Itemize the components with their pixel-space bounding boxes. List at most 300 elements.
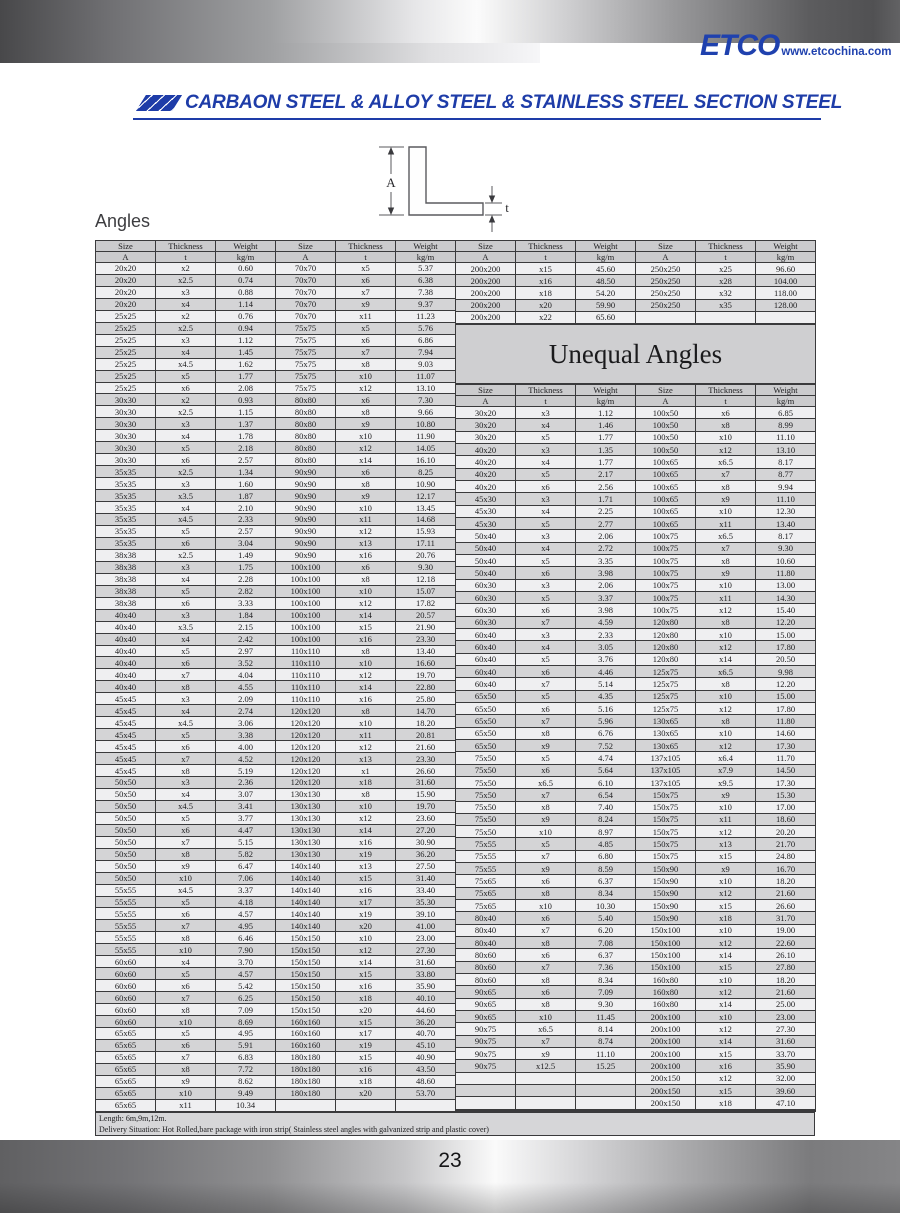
table-cell: 80x60 [456, 974, 516, 986]
table-cell: x15 [336, 872, 396, 884]
table-row [96, 741, 456, 753]
table-cell: x15 [696, 1048, 756, 1060]
table-row [96, 585, 456, 597]
table-cell: 27.50 [396, 860, 456, 872]
table-row [456, 863, 816, 875]
table-cell: 2.18 [216, 442, 276, 454]
table-cell: x6 [156, 824, 216, 836]
table-cell: x14 [696, 653, 756, 665]
table-cell: x6.5 [696, 530, 756, 542]
table-cell: 59.90 [576, 299, 636, 311]
table-cell: 35x35 [96, 502, 156, 514]
table-cell: 35.30 [396, 896, 456, 908]
table-cell: 2.25 [576, 505, 636, 517]
table-cell: x9 [156, 1075, 216, 1087]
table-row [96, 430, 456, 442]
table-cell: 7.72 [216, 1063, 276, 1075]
table-cell: x3 [156, 776, 216, 788]
table-cell: 25x25 [96, 322, 156, 334]
table-row [96, 860, 456, 872]
table-cell: x11 [336, 729, 396, 741]
table-cell: 50x50 [96, 860, 156, 872]
table-cell: 14.60 [756, 727, 816, 739]
table-cell: x14 [696, 998, 756, 1010]
header-cell: Weight [576, 241, 636, 252]
table-cell: 160x160 [276, 1016, 336, 1028]
table-cell: 1.12 [576, 407, 636, 419]
table-cell: 100x65 [636, 505, 696, 517]
table-cell: 3.52 [216, 657, 276, 669]
table-cell: 150x75 [636, 826, 696, 838]
table-cell: x6 [156, 454, 216, 466]
table-cell: 128.00 [756, 299, 816, 311]
table-cell: x4 [516, 542, 576, 554]
table-cell: x13 [336, 860, 396, 872]
table-cell: 110x110 [276, 681, 336, 693]
table-cell: 14.68 [396, 514, 456, 526]
table-cell: x4 [156, 788, 216, 800]
table-cell: x3 [156, 478, 216, 490]
table-row [96, 286, 456, 298]
table-cell: 5.96 [576, 715, 636, 727]
table-cell: x15 [696, 1085, 756, 1097]
table-cell: x12 [336, 812, 396, 824]
table-cell: x14 [336, 681, 396, 693]
table-row [456, 641, 816, 653]
header-cell: Size [456, 241, 516, 252]
table-cell: 100x50 [636, 431, 696, 443]
table-cell: x9 [336, 490, 396, 502]
table-cell: 25x25 [96, 358, 156, 370]
table-cell: 45x45 [96, 717, 156, 729]
header-row [456, 396, 816, 407]
table-row [96, 992, 456, 1004]
table-cell: 150x90 [636, 912, 696, 924]
header-cell: Thickness [516, 385, 576, 396]
table-cell: x6.5 [696, 456, 756, 468]
table-cell: 80x60 [456, 949, 516, 961]
table-cell: 25.80 [396, 693, 456, 705]
table-cell: 40x20 [456, 468, 516, 480]
table-cell: 70x70 [276, 263, 336, 275]
table-cell: 65.60 [576, 311, 636, 323]
table-row [96, 525, 456, 537]
table-row [96, 884, 456, 896]
table-row [96, 645, 456, 657]
table-cell: 250x250 [636, 287, 696, 299]
table-cell: x8 [336, 705, 396, 717]
table-cell: 180x180 [276, 1063, 336, 1075]
table-cell: 150x90 [636, 863, 696, 875]
table-row [456, 468, 816, 480]
table-cell: x16 [336, 693, 396, 705]
table-cell: x9 [696, 789, 756, 801]
table-cell: x16 [336, 1063, 396, 1075]
table-cell: x2.5 [156, 406, 216, 418]
table-cell: 75x50 [456, 801, 516, 813]
table-row [456, 517, 816, 529]
table-cell: 137x105 [636, 764, 696, 776]
table-cell: x5 [516, 517, 576, 529]
table-cell: 130x65 [636, 715, 696, 727]
table-cell: 60x40 [456, 678, 516, 690]
table-cell: 18.20 [756, 974, 816, 986]
table-cell: 6.37 [576, 949, 636, 961]
table-cell: 70x70 [276, 310, 336, 322]
table-cell: 65x50 [456, 739, 516, 751]
table-cell: 1.15 [216, 406, 276, 418]
table-row [96, 442, 456, 454]
header-cell: Weight [756, 241, 816, 252]
table-cell: 70x70 [276, 298, 336, 310]
table-cell: 160x160 [276, 1028, 336, 1040]
table-cell: 110x110 [276, 645, 336, 657]
table-cell: 2.10 [216, 502, 276, 514]
table-row [96, 310, 456, 322]
table-cell: 10.90 [396, 478, 456, 490]
table-cell: 6.76 [576, 727, 636, 739]
table-row [96, 478, 456, 490]
table-cell: x18 [516, 287, 576, 299]
table-cell: 2.74 [216, 705, 276, 717]
table-cell: 80x80 [276, 418, 336, 430]
table-cell: 140x140 [276, 884, 336, 896]
table-cell: 120x80 [636, 616, 696, 628]
table-cell: 14.70 [396, 705, 456, 717]
table-cell: 25x25 [96, 310, 156, 322]
table-cell: 80x40 [456, 937, 516, 949]
table-cell: x6.5 [516, 1023, 576, 1035]
table-cell: x14 [336, 609, 396, 621]
table-cell: 75x55 [456, 838, 516, 850]
table-cell: 30x30 [96, 430, 156, 442]
table-cell: x7 [516, 789, 576, 801]
table-cell: 20.50 [756, 653, 816, 665]
table-cell: 1.87 [216, 490, 276, 502]
table-cell: 13.40 [396, 645, 456, 657]
table-cell: 4.95 [216, 920, 276, 932]
table-cell: x9 [696, 567, 756, 579]
table-cell: 75x50 [456, 789, 516, 801]
table-cell: 50x50 [96, 800, 156, 812]
table-cell: 15.00 [756, 690, 816, 702]
table-cell: 2.06 [576, 579, 636, 591]
table-row [96, 322, 456, 334]
table-cell: x10 [336, 800, 396, 812]
table-cell: 50x50 [96, 872, 156, 884]
table-cell: 100x100 [276, 585, 336, 597]
table-row [96, 765, 456, 777]
table-row [456, 604, 816, 616]
dimension-label-a: A [386, 175, 396, 190]
table-cell: 200x100 [636, 1011, 696, 1023]
table-cell: x8 [696, 678, 756, 690]
table-cell: 16.70 [756, 863, 816, 875]
table-cell: x6 [156, 908, 216, 920]
table-cell: 25.00 [756, 998, 816, 1010]
table-cell: 150x75 [636, 801, 696, 813]
header-cell: A [456, 252, 516, 263]
table-cell: 130x130 [276, 848, 336, 860]
table-cell: x12 [696, 702, 756, 714]
table-cell: 1.60 [216, 478, 276, 490]
table-cell: 7.40 [576, 801, 636, 813]
table-cell: 150x100 [636, 949, 696, 961]
table-cell: 150x150 [276, 932, 336, 944]
table-cell: 48.60 [396, 1075, 456, 1087]
table-cell: 12.17 [396, 490, 456, 502]
table-cell: x5 [156, 968, 216, 980]
table-cell: 11.07 [396, 370, 456, 382]
table-cell: x16 [336, 980, 396, 992]
table-cell: x6.5 [516, 776, 576, 788]
header-cell: Thickness [696, 241, 756, 252]
table-cell: x9.5 [696, 776, 756, 788]
table-cell: x7 [516, 961, 576, 973]
table-row [96, 681, 456, 693]
table-cell: 30x20 [456, 407, 516, 419]
header-cell: kg/m [576, 396, 636, 407]
table-cell: 8.25 [396, 466, 456, 478]
table-cell: 65x65 [96, 1051, 156, 1063]
page-title: CARBAON STEEL & ALLOY STEEL & STAINLESS STEEL SECTION STEEL [185, 92, 843, 113]
table-cell: 120x80 [636, 628, 696, 640]
table-cell: 19.70 [396, 800, 456, 812]
table-cell: x8 [696, 554, 756, 566]
table-row [456, 875, 816, 887]
table-cell: 200x100 [636, 1048, 696, 1060]
table-cell: x5 [156, 645, 216, 657]
table-cell: 8.14 [576, 1023, 636, 1035]
table-cell: 60x30 [456, 579, 516, 591]
header-cell: Thickness [156, 241, 216, 252]
table-cell: x8 [516, 727, 576, 739]
table-row [96, 514, 456, 526]
table-cell: x12.5 [516, 1060, 576, 1072]
header-cell: Size [636, 241, 696, 252]
table-cell: 40.90 [396, 1051, 456, 1063]
table-cell: 2.77 [576, 517, 636, 529]
table-cell: x3 [156, 693, 216, 705]
table-cell: 8.77 [756, 468, 816, 480]
table-cell: 3.77 [216, 812, 276, 824]
header-cell: Weight [756, 385, 816, 396]
table-row [456, 678, 816, 690]
unequal-angles-banner [455, 324, 816, 384]
table-cell: x5 [156, 729, 216, 741]
table-row [456, 665, 816, 677]
header-cell: kg/m [576, 252, 636, 263]
table-cell: x5 [336, 263, 396, 275]
table-cell: 100x65 [636, 493, 696, 505]
table-cell: 20x20 [96, 298, 156, 310]
table-cell: x8 [516, 937, 576, 949]
table-cell: 23.60 [396, 812, 456, 824]
table-cell: 137x105 [636, 776, 696, 788]
table-cell: 40x20 [456, 456, 516, 468]
header-cell: Weight [216, 241, 276, 252]
table-cell: 60x30 [456, 604, 516, 616]
table-cell: 125x75 [636, 702, 696, 714]
table-cell: 25x25 [96, 334, 156, 346]
table-cell: 65x50 [456, 727, 516, 739]
table-cell: 5.42 [216, 980, 276, 992]
table-cell: 30x20 [456, 419, 516, 431]
table-cell: 20x20 [96, 263, 156, 275]
table-cell: x11 [336, 310, 396, 322]
table-cell: 6.10 [576, 776, 636, 788]
table-cell: 40x40 [96, 669, 156, 681]
table-cell: x1 [336, 765, 396, 777]
table-cell: 45x45 [96, 705, 156, 717]
table-cell: x8 [516, 998, 576, 1010]
table-cell: 9.30 [756, 542, 816, 554]
table-cell: 30x30 [96, 454, 156, 466]
table-cell: x18 [336, 992, 396, 1004]
table-cell: x10 [696, 579, 756, 591]
table-cell: x2 [156, 263, 216, 275]
table-cell: 120x120 [276, 765, 336, 777]
table-cell: x12 [696, 826, 756, 838]
table-cell: 8.59 [576, 863, 636, 875]
table-cell: x8 [156, 848, 216, 860]
table-cell: x10 [516, 1011, 576, 1023]
table-cell: 0.93 [216, 394, 276, 406]
table-cell: x18 [696, 1097, 756, 1109]
table-cell: 11.80 [756, 567, 816, 579]
table-cell: x6 [156, 537, 216, 549]
angles-table [95, 240, 456, 1112]
table-cell: 9.49 [216, 1087, 276, 1099]
table-cell: 80x80 [276, 442, 336, 454]
table-cell: 35x35 [96, 525, 156, 537]
table-cell: x4 [156, 633, 216, 645]
table-cell: 12.30 [756, 505, 816, 517]
header-cell: kg/m [756, 396, 816, 407]
table-cell: x9 [516, 813, 576, 825]
table-cell: x10 [696, 924, 756, 936]
table-cell: 13.10 [396, 382, 456, 394]
table-cell: 90x90 [276, 525, 336, 537]
table-cell: x7 [516, 850, 576, 862]
table-cell: 90x65 [456, 1011, 516, 1023]
table-cell: 1.84 [216, 609, 276, 621]
page-number: 23 [438, 1149, 462, 1172]
table-cell: 65x65 [96, 1063, 156, 1075]
table-cell: x8 [696, 715, 756, 727]
table-cell: 90x90 [276, 549, 336, 561]
table-cell: x18 [336, 776, 396, 788]
table-cell: x7 [156, 920, 216, 932]
right-column [455, 240, 816, 1112]
table-cell: 150x75 [636, 838, 696, 850]
table-cell: x10 [516, 826, 576, 838]
table-cell: 9.37 [396, 298, 456, 310]
table-cell: 21.60 [756, 986, 816, 998]
table-cell: 1.75 [216, 561, 276, 573]
table-cell: 45x30 [456, 517, 516, 529]
header-cell: t [516, 252, 576, 263]
table-cell: 96.60 [756, 263, 816, 275]
table-cell: x8 [696, 480, 756, 492]
table-cell: 75x50 [456, 813, 516, 825]
table-cell: 45x45 [96, 741, 156, 753]
table-cell: 7.90 [216, 944, 276, 956]
table-cell: 11.45 [576, 1011, 636, 1023]
table-cell: 137x105 [636, 752, 696, 764]
table-cell: 150x150 [276, 968, 336, 980]
table-row [456, 431, 816, 443]
header-cell: Size [276, 241, 336, 252]
table-cell: 3.98 [576, 604, 636, 616]
table-cell: 150x75 [636, 850, 696, 862]
table-row [456, 924, 816, 936]
table-cell: x9 [336, 298, 396, 310]
header-cell: kg/m [396, 252, 456, 263]
table-cell: 2.57 [216, 525, 276, 537]
table-cell [576, 1085, 636, 1097]
table-cell [756, 311, 816, 323]
header-cell: A [276, 252, 336, 263]
table-cell: 26.10 [756, 949, 816, 961]
table-cell: 3.33 [216, 597, 276, 609]
header-cell: t [516, 396, 576, 407]
table-cell: 38x38 [96, 573, 156, 585]
table-cell: x5 [156, 1028, 216, 1040]
table-row [96, 824, 456, 836]
table-row [96, 573, 456, 585]
table-row [96, 812, 456, 824]
table-cell: 19.00 [756, 924, 816, 936]
table-cell: 120x120 [276, 717, 336, 729]
table-cell: 30.90 [396, 836, 456, 848]
table-cell: x5 [516, 431, 576, 443]
table-cell: x6 [156, 980, 216, 992]
table-cell: 90x90 [276, 466, 336, 478]
table-cell: 15.07 [396, 585, 456, 597]
table-cell: x12 [336, 741, 396, 753]
table-cell: 55x55 [96, 908, 156, 920]
table-cell: 75x50 [456, 764, 516, 776]
table-cell: 23.30 [396, 753, 456, 765]
table-cell: 33.80 [396, 968, 456, 980]
table-cell: x8 [156, 681, 216, 693]
table-cell: x13 [336, 537, 396, 549]
table-cell: 40x40 [96, 657, 156, 669]
table-cell: 65x50 [456, 702, 516, 714]
table-cell: 21.70 [756, 838, 816, 850]
table-cell: 2.82 [216, 585, 276, 597]
table-cell: x7 [516, 1035, 576, 1047]
table-cell: x16 [696, 1060, 756, 1072]
table-cell: 40x40 [96, 681, 156, 693]
table-cell: x14 [336, 454, 396, 466]
table-cell: x15 [336, 968, 396, 980]
table-cell: x3 [156, 609, 216, 621]
table-cell: 80x80 [276, 406, 336, 418]
table-cell: 100x75 [636, 554, 696, 566]
table-row [96, 609, 456, 621]
table-cell: 33.70 [756, 1048, 816, 1060]
table-cell: 75x65 [456, 887, 516, 899]
table-cell: x15 [336, 621, 396, 633]
table-cell [456, 1085, 516, 1097]
table-cell: x4.5 [156, 514, 216, 526]
table-cell: 200x150 [636, 1072, 696, 1084]
table-cell: 50x50 [96, 812, 156, 824]
table-cell: 7.30 [396, 394, 456, 406]
table-cell: 10.60 [756, 554, 816, 566]
